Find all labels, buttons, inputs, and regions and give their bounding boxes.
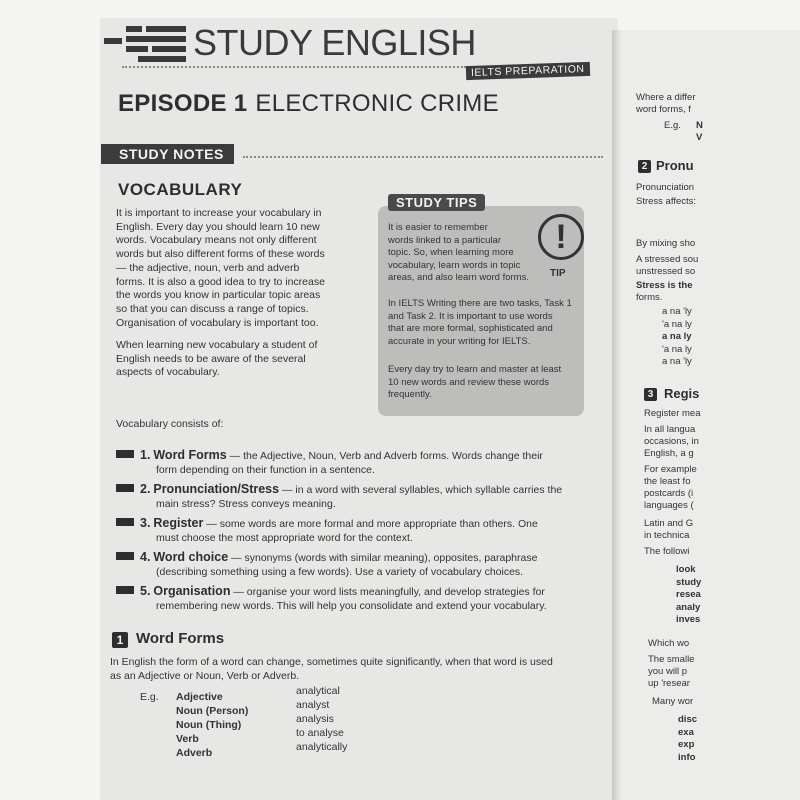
right-line: forms. [636,292,663,303]
right-line: occasions, in [644,436,699,447]
study-tips-tag: STUDY TIPS [388,194,485,211]
example-words: look study resea analy inves [676,564,702,625]
stress-pattern: a na 'ly 'a na ly a na ly 'a na ly a na 'ly [662,306,692,367]
right-line: N [696,120,703,131]
series-title: STUDY ENGLISH [193,22,476,63]
right-line: Many wor [652,696,694,707]
right-line: Where a differ [636,92,696,103]
right-line: E.g. [664,120,681,131]
study-notes-tag: STUDY NOTES [101,144,234,164]
vocabulary-aspects-note: When learning new vocabulary a student of English needs to be aware of the several aspects of vocabulary. [116,339,318,379]
episode-heading [118,90,499,118]
list-item: 1. Word Forms — the Adjective, Noun, Verb and Adverb forms. Words change their form depending on their function in a sentence. [116,448,596,477]
ielts-badge: IELTS PREPARATION [466,62,590,80]
episode-label: EPISODE 1 [118,90,248,117]
register-heading: Regis [664,386,700,401]
tips-paragraph-2: In IELTS Writing there are two tasks, Task 1 and Task 2. It is important to use words that are more formal, sophisticated and accurate in your writing for IELTS. [388,298,572,347]
list-item: 2. Pronunciation/Stress — in a word with several syllables, which syllable carries the main stress? Stress conveys meaning. [116,482,596,511]
tips-paragraph-1: It is easier to remember words linked to a particular topic. So, when learning more vocabulary, learn words in topic areas, and also learn word forms. [388,222,529,284]
bullet-icon [116,450,134,458]
section-number: 2 [638,160,651,173]
tip-label: TIP [550,268,566,279]
right-line: Stress is the [636,280,693,291]
example-words: disc exa exp info [678,714,698,763]
section-number: 1 [112,632,128,648]
right-line: languages ( [644,500,694,511]
consists-label: Vocabulary consists of: [116,418,224,430]
list-item: 5. Organisation — organise your word lists meaningfully, and develop strategies for remembering new words. This will help you consolidate and extend your vocabulary. [116,584,596,613]
vocabulary-heading: VOCABULARY [118,180,243,199]
right-line: unstressed so [636,266,696,277]
right-line: The followi [644,546,690,557]
right-line: word forms, f [636,104,691,115]
bullet-icon [116,552,134,560]
vocabulary-intro: It is important to increase your vocabulary in English. Every day you should learn 10 new words. Vocabulary means not only different words but also different forms of these words — the adjective, noun, verb and adverb forms. It is also a good idea to try to increase the words you know in particular topic areas so that you can discuss a range of topics. Organisation of vocabulary is important too. [116,207,325,329]
right-line: Pronunciation [636,182,695,193]
episode-title: ELECTRONIC CRIME [255,90,499,117]
right-line: Register mea [644,408,701,419]
word-form-labels: Adjective Noun (Person) Noun (Thing) Verb Adverb [176,691,249,759]
right-line: Latin and G [644,518,694,529]
word-forms-intro: In English the form of a word can change, sometimes quite significantly, when that word is used as an Adjective or Noun, Verb or Adverb. [110,656,553,682]
section-number: 3 [644,388,657,401]
bullet-icon [116,518,134,526]
right-line: the least fo [644,476,691,487]
header-divider [122,66,466,68]
list-item: 4. Word choice — synonyms (words with similar meaning), opposites, paraphrase (describing something using a few words). Use a variety of vocabulary choices. [116,550,596,579]
tips-paragraph-3: Every day try to learn and master at least 10 new words and review these words frequently. [388,364,562,401]
eg-label: E.g. [140,691,159,703]
exclamation-icon: ! [538,214,584,260]
bullet-icon [116,586,134,594]
right-line: In all langua [644,424,696,435]
right-line: The smalle [648,654,695,665]
right-line: Which wo [648,638,690,649]
right-line: in technica [644,530,690,541]
right-line: postcards (i [644,488,694,499]
right-line: V [696,132,703,143]
right-line: A stressed sou [636,254,699,265]
right-line: For example [644,464,697,475]
pronunciation-heading: Pronu [656,158,694,173]
right-line: up 'resear [648,678,690,689]
word-forms-heading: Word Forms [136,630,225,647]
word-form-examples: analytical analyst analysis to analyse analytically [296,685,348,753]
right-line: Stress affects: [636,196,697,207]
list-item: 3. Register — some words are more formal and more appropriate than others. One must choose the most appropriate word for the context. [116,516,596,545]
page-gutter [612,30,622,800]
right-line: English, a g [644,448,694,459]
notes-divider [243,156,603,158]
bullet-icon [116,484,134,492]
right-line: By mixing sho [636,238,696,249]
right-line: you will p [648,666,688,677]
